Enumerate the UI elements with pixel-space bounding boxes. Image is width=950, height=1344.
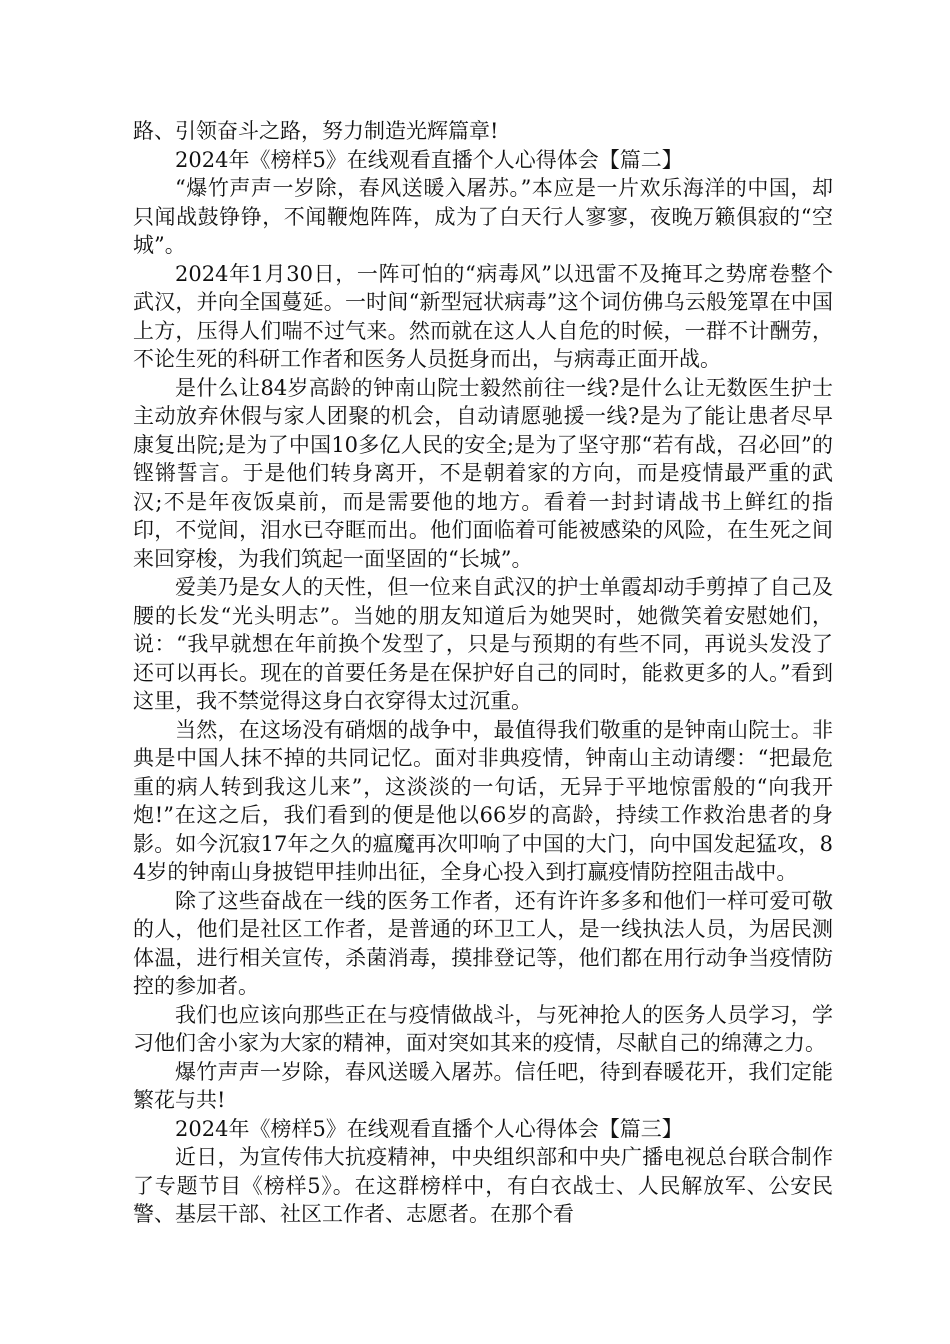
paragraph: 爆竹声声一岁除，春风送暖入屠苏。信任吧，待到春暖花开，我们定能繁花与共! [133,1059,833,1112]
paragraph: 近日，为宣传伟大抗疫精神，中央组织部和中央广播电视总台联合制作了专题节目《榜样5》。在这群榜样中，有白衣战士、人民解放军、公安民警、基层干部、社区工作者、志愿者。在那个看 [133,1145,833,1226]
paragraph: “爆竹声声一岁除，春风送暖入屠苏。”本应是一片欢乐海洋的中国，却只闻战鼓铮铮，不闻鞭炮阵阵，成为了白天行人寥寥，夜晚万籁俱寂的“空城”。 [133,176,833,257]
paragraph: 是什么让84岁高龄的钟南山院士毅然前往一线?是什么让无数医生护士主动放弃休假与家人团聚的机会，自动请愿驰援一线?是为了能让患者尽早康复出院;是为了中国10多亿人民的安全;是为了坚守那“若有战，召必回”的铿锵誓言。于是他们转身离开，不是朝着家的方向，而是疫情最严重的武汉;不是年夜饭桌前，而是需要他的地方。看着一封封请战书上鲜红的指印，不觉间，泪水已夺眶而出。他们面临着可能被感染的风险，在生死之间来回穿梭，为我们筑起一面坚固的“长城”。 [133,375,833,571]
paragraph: 我们也应该向那些正在与疫情做战斗，与死神抢人的医务人员学习，学习他们舍小家为大家的精神，面对突如其来的疫情，尽献自己的绵薄之力。 [133,1002,833,1055]
paragraph: 2024年1月30日，一阵可怕的“病毒风”以迅雷不及掩耳之势席卷整个武汉，并向全国蔓延。一时间“新型冠状病毒”这个词仿佛乌云般笼罩在中国上方，压得人们喘不过气来。然而就在这人人自危的时候，一群不计酬劳，不论生死的科研工作者和医务人员挺身而出，与病毒正面开战。 [133,261,833,371]
paragraph: 爱美乃是女人的天性，但一位来自武汉的护士单霞却动手剪掉了自己及腰的长发“光头明志”。当她的朋友知道后为她哭时，她微笑着安慰她们，说：“我早就想在年前换个发型了，只是与预期的有些不同，再说头发没了还可以再长。现在的首要任务是在保护好自己的同时，能救更多的人。”看到这里，我不禁觉得这身白衣穿得太过沉重。 [133,575,833,713]
paragraph: 除了这些奋战在一线的医务工作者，还有许许多多和他们一样可爱可敬的人，他们是社区工作者，是普通的环卫工人，是一线执法人员，为居民测体温，进行相关宣传，杀菌消毒，摸排登记等，他们都在用行动争当疫情防控的参加者。 [133,888,833,998]
section-heading-part-3: 2024年《榜样5》在线观看直播个人心得体会【篇三】 [175,1116,683,1141]
section-heading-part-2: 2024年《榜样5》在线观看直播个人心得体会【篇二】 [175,147,683,172]
paragraph: 当然，在这场没有硝烟的战争中，最值得我们敬重的是钟南山院士。非典是中国人抹不掉的共同记忆。面对非典疫情，钟南山主动请缨：“把最危重的病人转到我这儿来”，这淡淡的一句话，无异于平地惊雷般的“向我开炮!”在这之后，我们看到的便是他以66岁的高龄，持续工作救治患者的身影。如今沉寂17年之久的瘟魔再次叩响了中国的大门，向中国发起猛攻，84岁的钟南山身披铠甲挂帅出征，全身心投入到打赢疫情防控阻击战中。 [133,717,833,884]
paragraph-continuation: 路、引领奋斗之路，努力制造光辉篇章! [133,119,499,143]
document-page [133,117,833,1229]
